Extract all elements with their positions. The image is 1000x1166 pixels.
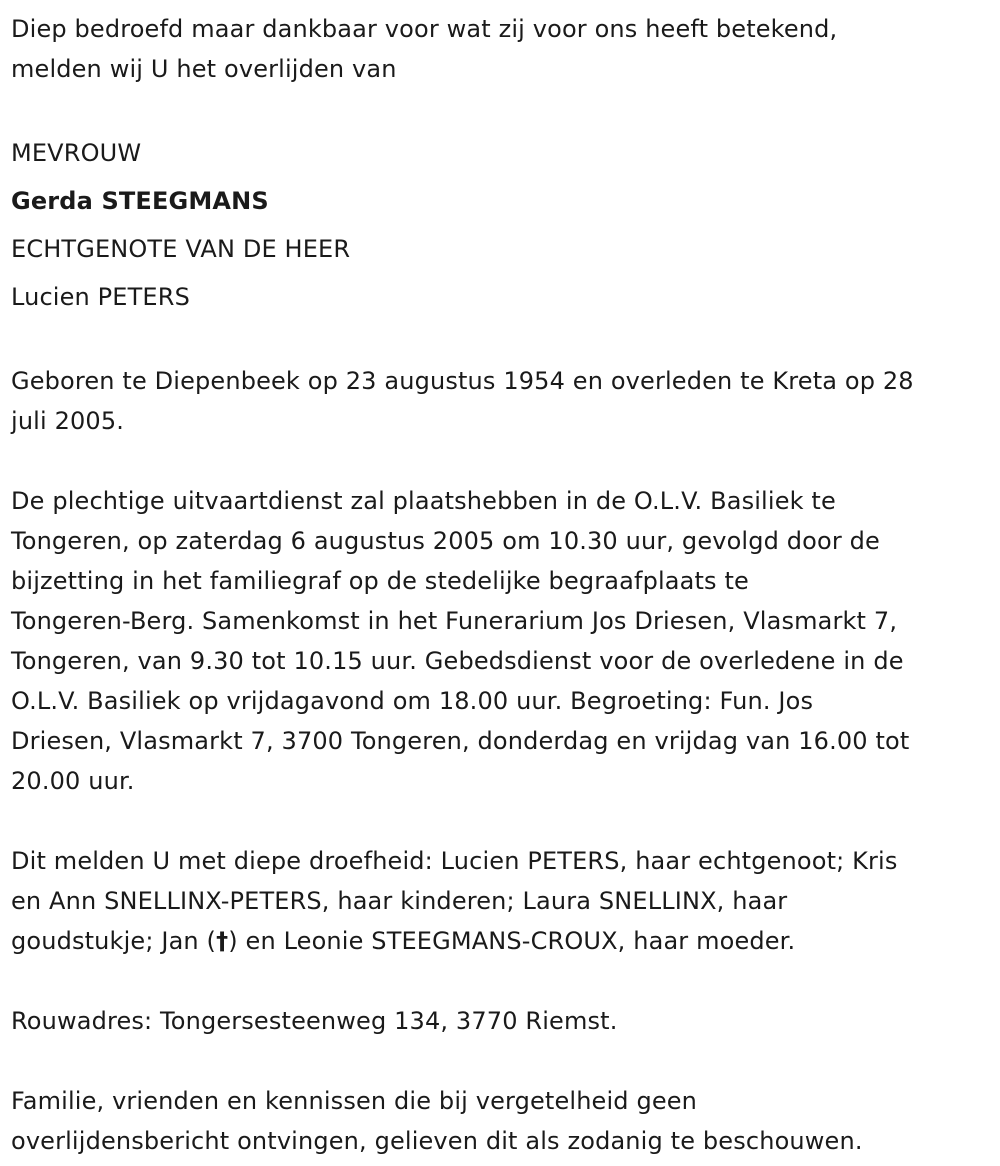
closing-line: Familie, vrienden en kennissen die bij vergetelheid geen — [11, 1087, 698, 1115]
deceased-name: Gerda STEEGMANS — [11, 187, 269, 215]
birth-death-paragraph — [11, 361, 996, 441]
relation-label: ECHTGENOTE VAN DE HEER — [11, 235, 351, 263]
funeral-line: bijzetting in het familiegraf op de stedelijke begraafplaats te — [11, 567, 749, 595]
funeral-line: Tongeren, op zaterdag 6 augustus 2005 om 10.30 uur, gevolgd door de — [11, 527, 880, 555]
funeral-line: 20.00 uur. — [11, 767, 135, 795]
funeral-line: Driesen, Vlasmarkt 7, 3700 Tongeren, donderdag en vrijdag van 16.00 tot — [11, 727, 910, 755]
funeral-line: Tongeren, van 9.30 tot 10.15 uur. Gebedsdienst voor de overledene in de — [11, 647, 904, 675]
obituary-notice — [11, 9, 996, 1161]
family-line: Dit melden U met diepe droefheid: Lucien PETERS, haar echtgenoot; Kris — [11, 847, 898, 875]
closing-line: overlijdensbericht ontvingen, gelieven dit als zodanig te beschouwen. — [11, 1127, 863, 1155]
address-paragraph — [11, 1001, 996, 1041]
funeral-line: De plechtige uitvaartdienst zal plaatshebben in de O.L.V. Basiliek te — [11, 487, 836, 515]
intro-line: Diep bedroefd maar dankbaar voor wat zij voor ons heeft betekend, — [11, 15, 838, 43]
family-paragraph — [11, 841, 996, 961]
birth-death-line: Geboren te Diepenbeek op 23 augustus 1954 en overleden te Kreta op 28 — [11, 367, 914, 395]
birth-death-line: juli 2005. — [11, 407, 125, 435]
intro-paragraph — [11, 9, 996, 89]
funeral-paragraph — [11, 481, 996, 801]
family-line: en Ann SNELLINX-PETERS, haar kinderen; Laura SNELLINX, haar — [11, 887, 788, 915]
spouse-name: Lucien PETERS — [11, 283, 190, 311]
family-text: goudstukje; Jan ( — [11, 927, 217, 955]
family-line — [11, 921, 996, 961]
honorific-title: MEVROUW — [11, 139, 142, 167]
cross-icon: † — [216, 927, 229, 955]
funeral-line: Tongeren-Berg. Samenkomst in het Funerarium Jos Driesen, Vlasmarkt 7, — [11, 607, 898, 635]
mourning-address: Rouwadres: Tongersesteenweg 134, 3770 Riemst. — [11, 1007, 618, 1035]
closing-paragraph — [11, 1081, 996, 1161]
funeral-line: O.L.V. Basiliek op vrijdagavond om 18.00 uur. Begroeting: Fun. Jos — [11, 687, 814, 715]
title-block — [11, 129, 996, 321]
family-text: ) en Leonie STEEGMANS-CROUX, haar moeder. — [228, 927, 796, 955]
intro-line: melden wij U het overlijden van — [11, 55, 397, 83]
